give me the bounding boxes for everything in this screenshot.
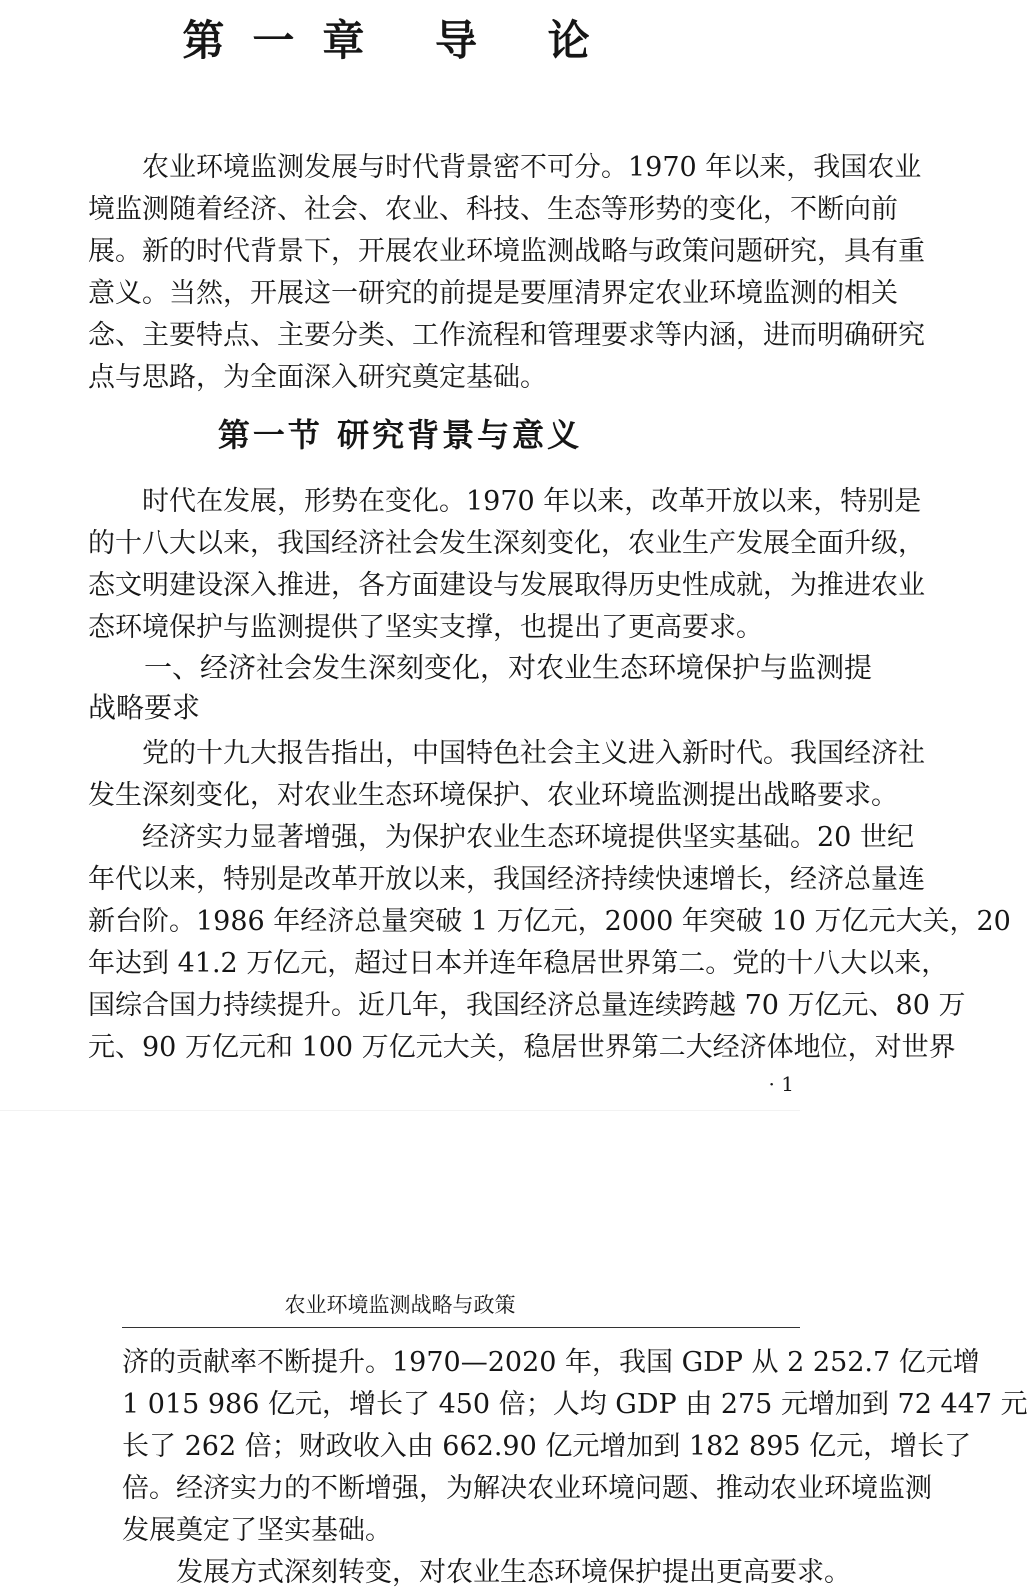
- paragraph-line: 发展奠定了坚实基础。: [122, 1515, 392, 1546]
- paragraph-line: 长了 262 倍；财政收入由 662.90 亿元增加到 182 895 亿元，增长了: [122, 1431, 972, 1462]
- header-rule: [122, 1327, 800, 1328]
- intro-line: 念、主要特点、主要分类、工作流程和管理要求等内涵，进而明确研究: [88, 320, 925, 351]
- section-para-line: 态环境保护与监测提供了坚实支撑，也提出了更高要求。: [88, 612, 763, 643]
- paragraph-line: 新台阶。1986 年经济总量突破 1 万亿元，2000 年突破 10 万亿元大关，20: [88, 906, 1011, 937]
- paragraph-line: 发生深刻变化，对农业生态环境保护、农业环境监测提出战略要求。: [88, 780, 898, 811]
- section-para-line: 时代在发展，形势在变化。1970 年以来，改革开放以来，特别是: [88, 486, 922, 517]
- intro-line: 展。新的时代背景下，开展农业环境监测战略与政策问题研究，具有重: [88, 236, 925, 267]
- paragraph-line: 年达到 41.2 万亿元，超过日本并连年稳居世界第二。党的十八大以来，: [88, 948, 949, 979]
- paragraph-line: 经济实力显著增强，为保护农业生态环境提供坚实基础。20 世纪: [88, 822, 914, 853]
- subheading-line: 战略要求: [88, 691, 201, 724]
- paragraph-line: 国综合国力持续提升。近几年，我国经济总量连续跨越 70 万亿元、80 万: [88, 990, 966, 1021]
- intro-line: 点与思路，为全面深入研究奠定基础。: [88, 362, 547, 393]
- chapter-title: 第一章 导 论: [182, 16, 618, 65]
- running-header: 农业环境监测战略与政策: [284, 1293, 516, 1317]
- section-title: 第一节 研究背景与意义: [217, 416, 583, 454]
- paragraph-line: 党的十九大报告指出，中国特色社会主义进入新时代。我国经济社: [88, 738, 925, 769]
- paragraph-line: 年代以来，特别是改革开放以来，我国经济持续快速增长，经济总量连: [88, 864, 925, 895]
- intro-line: 农业环境监测发展与时代背景密不可分。1970 年以来，我国农业: [88, 152, 922, 183]
- subheading-line: 一、经济社会发生深刻变化，对农业生态环境保护与监测提: [88, 651, 873, 684]
- intro-line: 意义。当然，开展这一研究的前提是要厘清界定农业环境监测的相关: [88, 278, 898, 309]
- paragraph-line: 济的贡献率不断提升。1970—2020 年，我国 GDP 从 2 252.7 亿元增: [122, 1347, 980, 1378]
- intro-line: 境监测随着经济、社会、农业、科技、生态等形势的变化，不断向前: [88, 194, 898, 225]
- paragraph-line: 元、90 万亿元和 100 万亿元大关，稳居世界第二大经济体地位，对世界: [88, 1032, 956, 1063]
- section-para-line: 态文明建设深入推进，各方面建设与发展取得历史性成就，为推进农业: [88, 570, 925, 601]
- paragraph-line: 倍。经济实力的不断增强，为解决农业环境问题、推动农业环境监测: [122, 1473, 932, 1504]
- section-para-line: 的十八大以来，我国经济社会发生深刻变化，农业生产发展全面升级，: [88, 528, 925, 559]
- page-number: · 1: [768, 1072, 794, 1096]
- book-page-2: [0, 1110, 1028, 1588]
- paragraph-line: 发展方式深刻转变，对农业生态环境保护提出更高要求。: [122, 1557, 851, 1588]
- paragraph-line: 1 015 986 亿元，增长了 450 倍；人均 GDP 由 275 元增加到 72 447 元: [122, 1389, 1028, 1420]
